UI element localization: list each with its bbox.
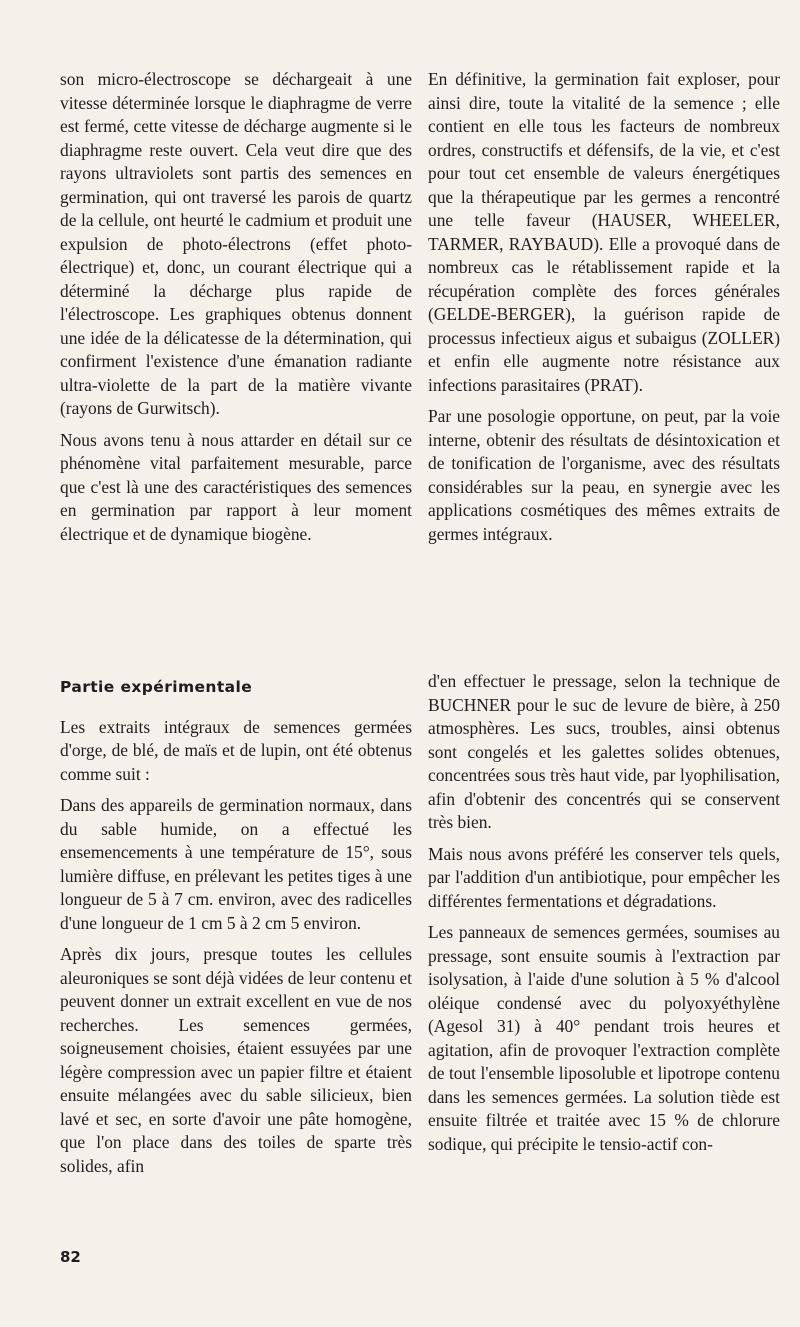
right-column-bottom [428, 670, 780, 1164]
paragraph: d'en effectuer le pressage, selon la technique de BUCHNER pour le suc de levure de bière, à 250 atmosphères. Les sucs, troubles, ainsi obtenus sont congelés et les galettes solides obtenues, concentrées sous très haut vide, par lyophilisation, afin d'obtenir des concentrés qui se conservent très bien. [428, 671, 780, 832]
paragraph: Dans des appareils de germination normaux, dans du sable humide, on a effectué les ensemencements à une température de 15°, sous lumière diffuse, en prélevant les petites tiges à une longueur de 5 à 7 cm. environ, avec des radicelles d'une longueur de 1 cm 5 à 2 cm 5 environ. [60, 795, 412, 933]
paragraph: Mais nous avons préféré les conserver tels quels, par l'addition d'un antibiotique, pour empêcher les différentes fermentations et dégradations. [428, 843, 780, 911]
right-column-top [428, 68, 780, 554]
section-heading: Partie expérimentale [60, 678, 253, 696]
paragraph: Par une posologie opportune, on peut, par la voie interne, obtenir des résultats de désintoxication et de tonification de l'organisme, avec des résultats considérables sur la peau, en synergie avec les applications cosmétiques des mêmes extraits de germes intégraux. [428, 406, 780, 544]
left-column-top [60, 68, 412, 554]
page-number: 82 [60, 1248, 81, 1266]
paragraph: Les panneaux de semences germées, soumises au pressage, sont ensuite soumis à l'extraction par isolysation, à l'aide d'une solution à 5 % d'alcool oléique condensé avec du polyoxyéthylène (Agesol 31) à 40° pendant trois heures et agitation, afin de provoquer l'extraction complète de tout l'ensemble liposoluble et lipotrope contenu dans les semences germées. La solution tiède est ensuite filtrée et traitée avec 15 % de chlorure sodique, qui précipite le tensio-actif con- [428, 922, 780, 1154]
paragraph: En définitive, la germination fait exploser, pour ainsi dire, toute la vitalité de la semence ; elle contient en elle tous les facteurs de nombreux ordres, constructifs et défensifs, de la vie, et c'est pour tout cet ensemble de valeurs énergétiques que la thérapeutique par les germes a rencontré une telle faveur (HAUSER, WHEELER, TARMER, RAYBAUD). Elle a provoqué dans de nombreux cas le rétablissement rapide et la récupération complète des forces générales (GELDE-BERGER), la guérison rapide de processus infectieux aigus et subaigus (ZOLLER) et enfin elle augmente notre résistance aux infections parasitaires (PRAT). [428, 69, 780, 395]
paragraph: Après dix jours, presque toutes les cellules aleuroniques se sont déjà vidées de leur contenu et peuvent donner un extrait excellent en vue de nos recherches. Les semences germées, soigneusement choisies, étaient essuyées par une légère compression avec un papier filtre et étaient ensuite mélangées avec du sable silicieux, bien lavé et sec, en sorte d'avoir une pâte homogène, que l'on place dans des toiles de sparte très solides, afin [60, 944, 412, 1176]
paragraph: son micro-électroscope se déchargeait à une vitesse déterminée lorsque le diaphragme de verre est fermé, cette vitesse de décharge augmente si le diaphragme reste ouvert. Cela veut dire que des rayons ultraviolets sont partis des semences en germination, qui ont traversé les parois de quartz de la cellule, ont heurté le cadmium et produit une expulsion de photo-électrons (effet photo-électrique) et, donc, un courant électrique qui a déterminé la décharge plus rapide de l'électroscope. Les graphiques obtenus donnent une idée de la délicatesse de la détermination, qui confirment l'existence d'une émanation radiante ultra-violette de la part de la matière vivante (rayons de Gurwitsch). [60, 69, 412, 418]
paragraph: Nous avons tenu à nous attarder en détail sur ce phénomène vital parfaitement mesurable, parce que c'est là une des caractéristiques des semences en germination par rapport à leur moment électrique et de dynamique biogène. [60, 429, 412, 544]
left-column-bottom [60, 676, 412, 1186]
paragraph: Les extraits intégraux de semences germées d'orge, de blé, de maïs et de lupin, ont été obtenus comme suit : [60, 716, 412, 784]
